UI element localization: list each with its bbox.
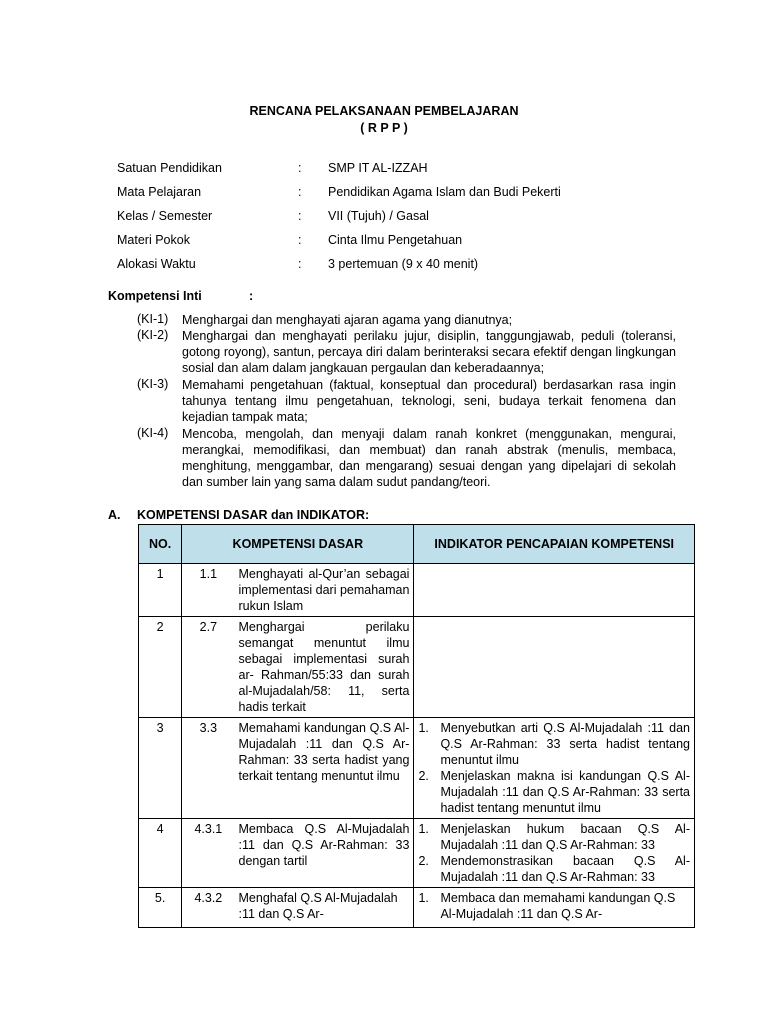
identity-colon: : [298,161,302,175]
identity-colon: : [298,257,302,271]
kd-text: Memahami kandungan Q.S Al-Mujadalah :11 dan Q.S Ar-Rahman: 33 serta hadist yang terkait tentang menuntut ilmu [235,718,414,819]
indicator-item [418,890,690,922]
identity-colon: : [298,209,302,223]
kd-number: 2.7 [182,617,235,718]
table-header-row [139,525,695,564]
identity-label: Mata Pelajaran [117,185,202,199]
identity-value: Cinta Ilmu Pengetahuan [328,233,463,247]
indicator-cell [414,564,695,617]
ki-text: Mencoba, mengolah, dan menyaji dalam ranah konkret (menggunakan, mengurai, merangkai, memodifikasi, dan membuat) dan ranah abstrak (menulis, membaca, menghitung, menggambar, dan mengarang) sesuai dengan yang dipelajari di sekolah dan sumber lain yang sama dalam sudut pandang/teori. [182,427,676,489]
indicator-item [418,853,690,885]
row-no: 1 [139,564,182,617]
identity-label: Satuan Pendidikan [117,161,222,175]
kd-number: 3.3 [182,718,235,819]
kd-text: Menghafal Q.S Al-Mujadalah :11 dan Q.S Ar- [235,888,414,928]
header-no: NO. [139,525,182,564]
indicator-number: 1. [418,822,429,836]
table-row [139,617,695,718]
table-row [139,564,695,617]
ki-text: Memahami pengetahuan (faktual, konseptual dan procedural) berdasarkan rasa ingin tahunya tentang ilmu pengetahuan, teknologi, seni, budaya terkait fenomena dan kejadian tampak mata; [182,378,676,424]
kd-table [138,524,695,928]
identity-colon: : [298,185,302,199]
indicator-text: Menyebutkan arti Q.S Al-Mujadalah :11 dan Q.S Ar-Rahman: 33 serta hadist tentang menuntut ilmu [440,721,690,767]
kd-text: Menghayati al-Qur’an sebagai implementasi dari pemahaman rukun Islam [235,564,414,617]
indicator-number: 2. [418,769,429,783]
indicator-item [418,768,690,816]
indicator-number: 2. [418,854,429,868]
row-no: 3 [139,718,182,819]
ki-heading: Kompetensi Inti [108,289,202,303]
kd-number: 1.1 [182,564,235,617]
ki-code: (KI-4) [137,426,169,440]
doc-subtitle: ( R P P ) [360,121,408,135]
identity-value: Pendidikan Agama Islam dan Budi Pekerti [328,185,561,199]
identity-value: 3 pertemuan (9 x 40 menit) [328,257,479,271]
identity-value: SMP IT AL-IZZAH [328,161,428,175]
identity-value: VII (Tujuh) / Gasal [328,209,429,223]
section-a-title: KOMPETENSI DASAR dan INDIKATOR: [137,508,370,522]
row-no: 2 [139,617,182,718]
kd-number: 4.3.1 [182,819,235,888]
indicator-number: 1. [418,721,429,735]
ki-text: Menghargai dan menghayati perilaku jujur, disiplin, tanggungjawab, peduli (toleransi, gotong royong), santun, percaya diri dalam berinteraksi secara efektif dengan lingkungan sosial dan alam dalam jangkauan pergaulan dan keberadaannya; [182,329,676,375]
indicator-cell [414,819,695,888]
row-no: 5. [139,888,182,928]
header-indicator: INDIKATOR PENCAPAIAN KOMPETENSI [414,525,695,564]
header-kd: KOMPETENSI DASAR [182,525,414,564]
section-a-letter: A. [108,508,121,522]
kd-number: 4.3.2 [182,888,235,928]
identity-label: Alokasi Waktu [117,257,196,271]
indicator-cell [414,888,695,928]
indicator-item [418,821,690,853]
identity-colon: : [298,233,302,247]
table-row [139,888,695,928]
indicator-number: 1. [418,891,429,905]
identity-label: Materi Pokok [117,233,190,247]
indicator-text: Menjelaskan makna isi kandungan Q.S Al-Mujadalah :11 dan Q.S Ar-Rahman: 33 serta hadist tentang menuntut ilmu [440,769,690,815]
kd-text: Membaca Q.S Al-Mujadalah :11 dan Q.S Ar-Rahman: 33 dengan tartil [235,819,414,888]
ki-heading-colon: : [249,289,254,303]
indicator-text: Membaca dan memahami kandungan Q.S Al-Mujadalah :11 dan Q.S Ar- [440,891,676,921]
table-row [139,819,695,888]
indicator-cell [414,617,695,718]
doc-title: RENCANA PELAKSANAAN PEMBELAJARAN [249,104,519,118]
identity-label: Kelas / Semester [117,209,213,223]
indicator-cell [414,718,695,819]
indicator-item [418,720,690,768]
table-row [139,718,695,819]
ki-code: (KI-2) [137,328,169,342]
ki-code: (KI-1) [137,312,169,326]
ki-text: Menghargai dan menghayati ajaran agama yang dianutnya; [182,313,513,327]
ki-code: (KI-3) [137,377,169,391]
row-no: 4 [139,819,182,888]
indicator-text: Mendemonstrasikan bacaan Q.S Al-Mujadalah :11 dan Q.S Ar-Rahman: 33 [440,854,690,884]
kd-text: Menghargai perilaku semangat menuntut ilmu sebagai implementasi surah ar- Rahman/55:33 dan surah al-Mujadalah/58: 11, serta hadis terkait [235,617,414,718]
indicator-text: Menjelaskan hukum bacaan Q.S Al-Mujadalah :11 dan Q.S Ar-Rahman: 33 [440,822,690,852]
